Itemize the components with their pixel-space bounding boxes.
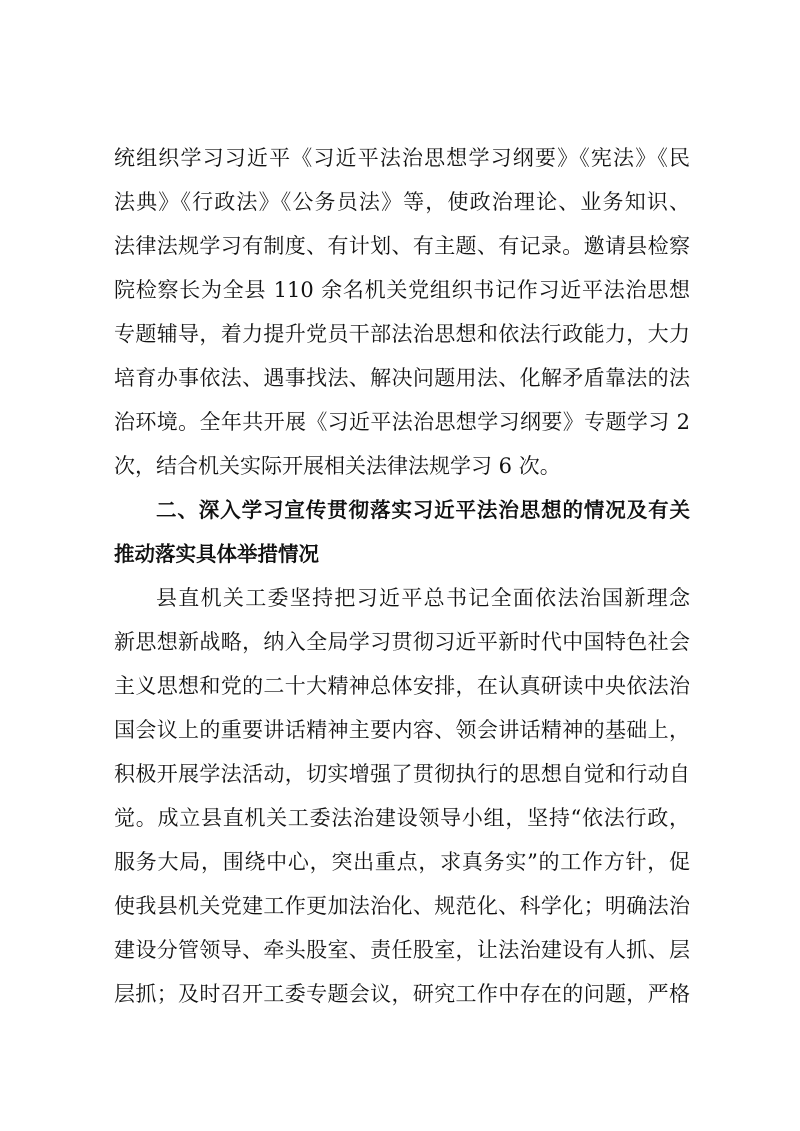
paragraph-2-line: 国会议上的重要讲话精神主要内容、领会讲话精神的基础上， (114, 718, 690, 742)
paragraph-2-line: 新思想新战略，纳入全局学习贯彻习近平新时代中国特色社会 (114, 630, 690, 654)
paragraph-1-line: 统组织学习习近平《习近平法治思想学习纲要》《宪法》《民 (114, 146, 690, 170)
paragraph-2-line: 积极开展学法活动，切实增强了贯彻执行的思想自觉和行动自 (114, 762, 690, 786)
paragraph-1-line: 治环境。全年共开展《习近平法治思想学习纲要》专题学习 2 (114, 410, 690, 434)
section-heading-line: 二、深入学习宣传贯彻落实习近平法治思想的情况及有关 (156, 498, 690, 522)
paragraph-2-line: 县直机关工委坚持把习近平总书记全面依法治国新理念 (156, 586, 690, 610)
paragraph-2-line: 层抓；及时召开工委专题会议，研究工作中存在的问题，严格 (114, 982, 690, 1006)
section-heading-line: 推动落实具体举措情况 (114, 542, 319, 566)
paragraph-1-line: 专题辅导，着力提升党员干部法治思想和依法行政能力，大力 (114, 322, 690, 346)
paragraph-2-line: 主义思想和党的二十大精神总体安排，在认真研读中央依法治 (114, 674, 690, 698)
document-body (114, 136, 690, 1016)
paragraph-1-line: 法律法规学习有制度、有计划、有主题、有记录。邀请县检察 (114, 234, 690, 258)
paragraph-2-line: 建设分管领导、牵头股室、责任股室，让法治建设有人抓、层 (114, 938, 690, 962)
paragraph-1-line: 法典》《行政法》《公务员法》等，使政治理论、业务知识、 (114, 190, 690, 214)
paragraph-2-line: 觉。成立县直机关工委法治建设领导小组，坚持“依法行政， (114, 806, 690, 830)
paragraph-1-line: 次，结合机关实际开展相关法律法规学习 6 次。 (114, 454, 561, 478)
paragraph-2-line: 使我县机关党建工作更加法治化、规范化、科学化；明确法治 (114, 894, 690, 918)
paragraph-2-line: 服务大局，围绕中心，突出重点，求真务实”的工作方针，促 (114, 850, 690, 874)
paragraph-1-line: 院检察长为全县 110 余名机关党组织书记作习近平法治思想 (114, 278, 690, 302)
paragraph-1-line: 培育办事依法、遇事找法、解决问题用法、化解矛盾靠法的法 (114, 366, 690, 390)
